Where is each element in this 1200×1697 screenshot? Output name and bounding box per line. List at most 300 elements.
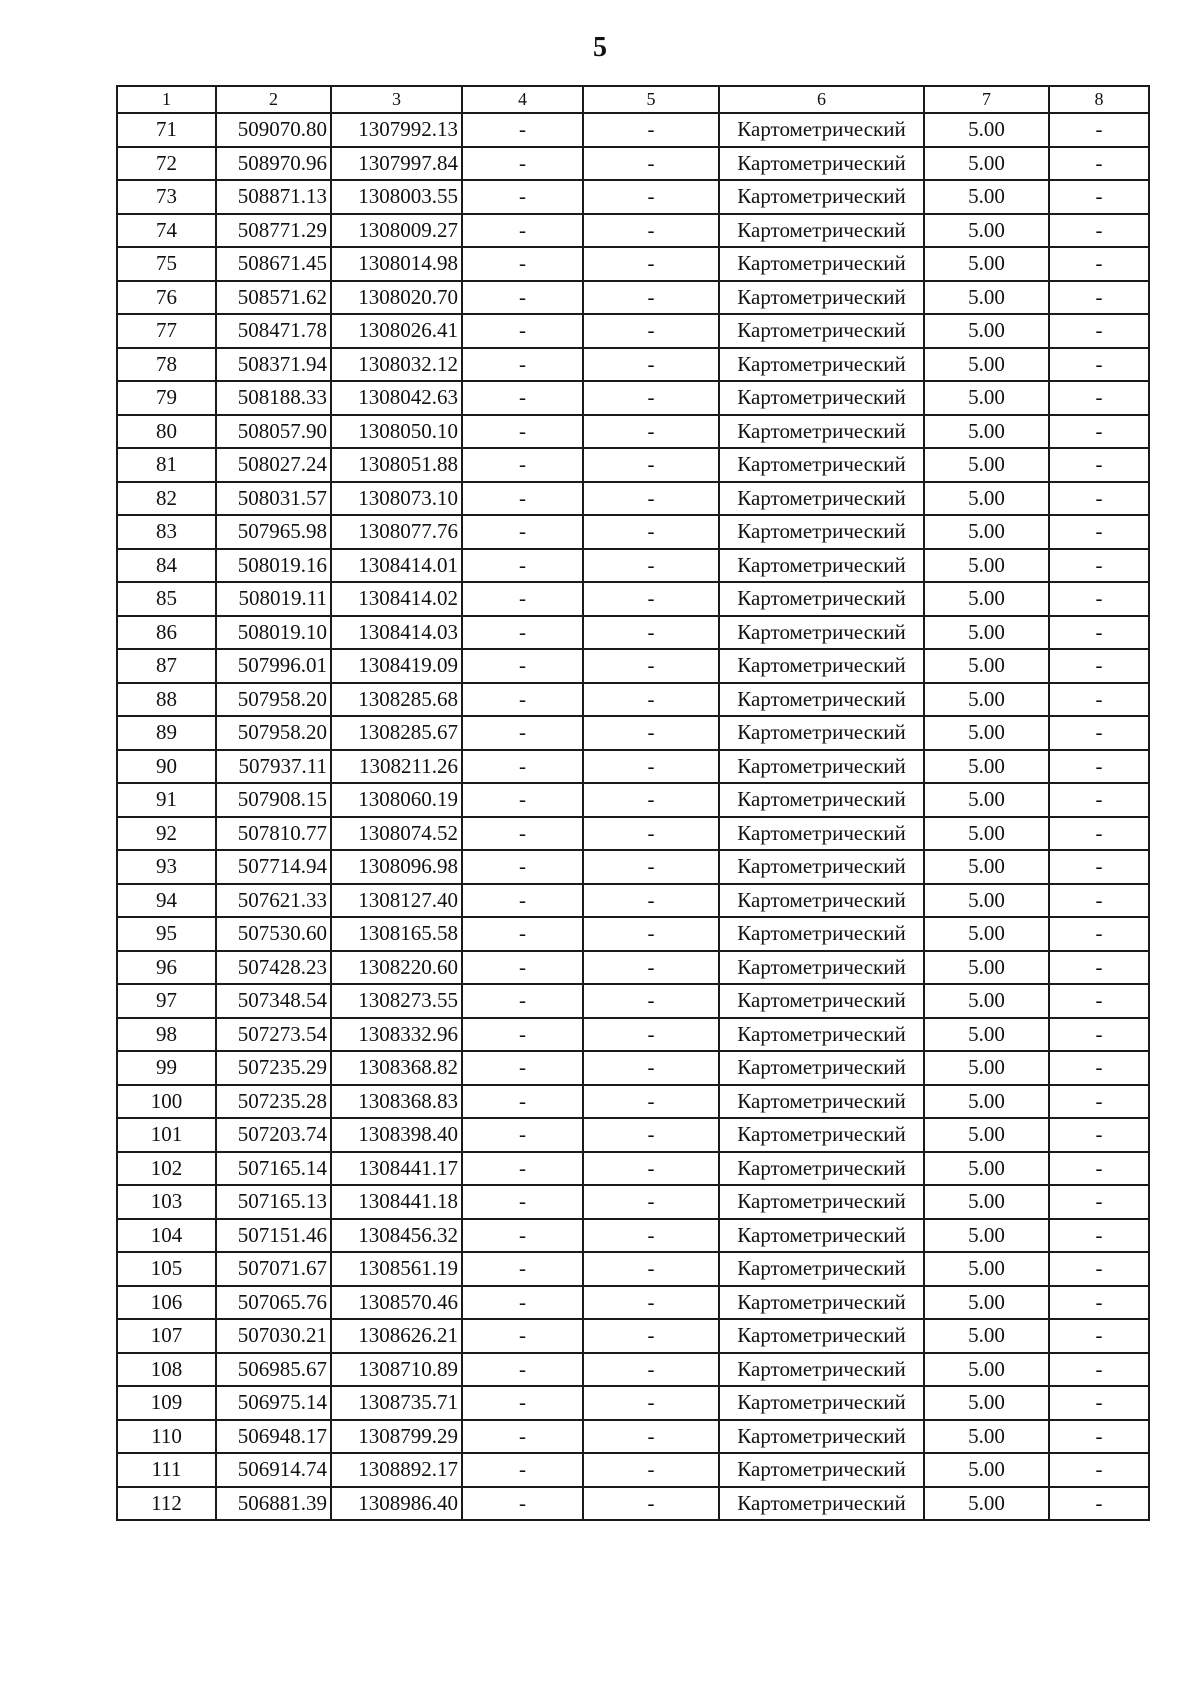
table-row: [117, 1051, 1149, 1085]
accuracy-cell: 5.00: [924, 1252, 1049, 1286]
table-row: [117, 817, 1149, 851]
table-row: [117, 247, 1149, 281]
coord-x-cell: 508871.13: [216, 180, 331, 214]
table-header: [117, 86, 1149, 113]
coord-x-cell: 508970.96: [216, 147, 331, 181]
col-4-cell: -: [462, 716, 583, 750]
table-row: [117, 683, 1149, 717]
table-row: [117, 884, 1149, 918]
coord-x-cell: 508031.57: [216, 482, 331, 516]
point-number-cell: 90: [117, 750, 216, 784]
col-5-cell: -: [583, 1453, 719, 1487]
col-4-cell: -: [462, 482, 583, 516]
method-cell: Картометрический: [719, 951, 924, 985]
coord-y-cell: 1308441.18: [331, 1185, 462, 1219]
accuracy-cell: 5.00: [924, 1286, 1049, 1320]
method-cell: Картометрический: [719, 850, 924, 884]
table-row: [117, 549, 1149, 583]
point-number-cell: 102: [117, 1152, 216, 1186]
coord-y-cell: 1308414.03: [331, 616, 462, 650]
point-number-cell: 93: [117, 850, 216, 884]
coord-y-cell: 1308127.40: [331, 884, 462, 918]
col-5-cell: -: [583, 1118, 719, 1152]
table-row: [117, 1018, 1149, 1052]
table-row: [117, 1219, 1149, 1253]
accuracy-cell: 5.00: [924, 482, 1049, 516]
col-4-cell: -: [462, 147, 583, 181]
coord-x-cell: 508371.94: [216, 348, 331, 382]
col-4-cell: -: [462, 1219, 583, 1253]
point-number-cell: 95: [117, 917, 216, 951]
table-row: [117, 1252, 1149, 1286]
coord-y-cell: 1308414.02: [331, 582, 462, 616]
method-cell: Картометрический: [719, 348, 924, 382]
coord-y-cell: 1308710.89: [331, 1353, 462, 1387]
col-4-cell: -: [462, 381, 583, 415]
col-5-cell: -: [583, 917, 719, 951]
coord-x-cell: 508188.33: [216, 381, 331, 415]
coord-y-cell: 1308285.68: [331, 683, 462, 717]
col-8-cell: -: [1049, 1487, 1149, 1521]
coord-y-cell: 1308096.98: [331, 850, 462, 884]
col-4-cell: -: [462, 1185, 583, 1219]
column-header: 5: [583, 86, 719, 113]
table-row: [117, 917, 1149, 951]
coord-y-cell: 1308211.26: [331, 750, 462, 784]
col-8-cell: -: [1049, 348, 1149, 382]
coord-x-cell: 508027.24: [216, 448, 331, 482]
table-row: [117, 716, 1149, 750]
coord-y-cell: 1308398.40: [331, 1118, 462, 1152]
method-cell: Картометрический: [719, 917, 924, 951]
table-row: [117, 147, 1149, 181]
col-5-cell: -: [583, 348, 719, 382]
col-8-cell: -: [1049, 281, 1149, 315]
method-cell: Картометрический: [719, 1453, 924, 1487]
accuracy-cell: 5.00: [924, 549, 1049, 583]
coord-y-cell: 1308368.83: [331, 1085, 462, 1119]
coord-x-cell: 507273.54: [216, 1018, 331, 1052]
col-5-cell: -: [583, 1219, 719, 1253]
coord-x-cell: 507530.60: [216, 917, 331, 951]
col-4-cell: -: [462, 1252, 583, 1286]
col-4-cell: -: [462, 113, 583, 147]
col-4-cell: -: [462, 1420, 583, 1454]
method-cell: Картометрический: [719, 180, 924, 214]
accuracy-cell: 5.00: [924, 817, 1049, 851]
col-8-cell: -: [1049, 750, 1149, 784]
point-number-cell: 105: [117, 1252, 216, 1286]
accuracy-cell: 5.00: [924, 917, 1049, 951]
coord-x-cell: 506975.14: [216, 1386, 331, 1420]
method-cell: Картометрический: [719, 1185, 924, 1219]
point-number-cell: 99: [117, 1051, 216, 1085]
method-cell: Картометрический: [719, 1018, 924, 1052]
col-8-cell: -: [1049, 1319, 1149, 1353]
coord-x-cell: 507714.94: [216, 850, 331, 884]
method-cell: Картометрический: [719, 1420, 924, 1454]
method-cell: Картометрический: [719, 817, 924, 851]
header-row: [117, 86, 1149, 113]
point-number-cell: 79: [117, 381, 216, 415]
point-number-cell: 101: [117, 1118, 216, 1152]
coord-y-cell: 1308273.55: [331, 984, 462, 1018]
col-8-cell: -: [1049, 549, 1149, 583]
coord-x-cell: 507621.33: [216, 884, 331, 918]
accuracy-cell: 5.00: [924, 783, 1049, 817]
method-cell: Картометрический: [719, 716, 924, 750]
col-4-cell: -: [462, 448, 583, 482]
table-row: [117, 348, 1149, 382]
col-8-cell: -: [1049, 683, 1149, 717]
col-4-cell: -: [462, 984, 583, 1018]
col-5-cell: -: [583, 113, 719, 147]
coord-y-cell: 1308986.40: [331, 1487, 462, 1521]
col-8-cell: -: [1049, 716, 1149, 750]
accuracy-cell: 5.00: [924, 850, 1049, 884]
accuracy-cell: 5.00: [924, 314, 1049, 348]
col-5-cell: -: [583, 1252, 719, 1286]
col-5-cell: -: [583, 1051, 719, 1085]
point-number-cell: 111: [117, 1453, 216, 1487]
col-8-cell: -: [1049, 1286, 1149, 1320]
table-row: [117, 1453, 1149, 1487]
column-header: 6: [719, 86, 924, 113]
coord-y-cell: 1308626.21: [331, 1319, 462, 1353]
col-8-cell: -: [1049, 314, 1149, 348]
coord-y-cell: 1308285.67: [331, 716, 462, 750]
coord-x-cell: 507071.67: [216, 1252, 331, 1286]
coord-x-cell: 508571.62: [216, 281, 331, 315]
col-8-cell: -: [1049, 951, 1149, 985]
table-row: [117, 750, 1149, 784]
coord-x-cell: 508019.11: [216, 582, 331, 616]
coord-y-cell: 1308441.17: [331, 1152, 462, 1186]
col-8-cell: -: [1049, 1219, 1149, 1253]
coord-x-cell: 507937.11: [216, 750, 331, 784]
coord-y-cell: 1308050.10: [331, 415, 462, 449]
col-4-cell: -: [462, 1051, 583, 1085]
coord-x-cell: 507151.46: [216, 1219, 331, 1253]
col-4-cell: -: [462, 817, 583, 851]
coord-x-cell: 508471.78: [216, 314, 331, 348]
point-number-cell: 100: [117, 1085, 216, 1119]
accuracy-cell: 5.00: [924, 381, 1049, 415]
col-8-cell: -: [1049, 1386, 1149, 1420]
accuracy-cell: 5.00: [924, 113, 1049, 147]
accuracy-cell: 5.00: [924, 1051, 1049, 1085]
method-cell: Картометрический: [719, 1252, 924, 1286]
col-4-cell: -: [462, 1487, 583, 1521]
col-5-cell: -: [583, 515, 719, 549]
col-8-cell: -: [1049, 1018, 1149, 1052]
col-8-cell: -: [1049, 850, 1149, 884]
col-5-cell: -: [583, 850, 719, 884]
accuracy-cell: 5.00: [924, 716, 1049, 750]
col-5-cell: -: [583, 281, 719, 315]
accuracy-cell: 5.00: [924, 415, 1049, 449]
table-row: [117, 1085, 1149, 1119]
col-5-cell: -: [583, 582, 719, 616]
col-4-cell: -: [462, 1085, 583, 1119]
coord-x-cell: 508671.45: [216, 247, 331, 281]
col-8-cell: -: [1049, 1118, 1149, 1152]
coord-x-cell: 507428.23: [216, 951, 331, 985]
coord-y-cell: 1308060.19: [331, 783, 462, 817]
accuracy-cell: 5.00: [924, 281, 1049, 315]
coord-x-cell: 506914.74: [216, 1453, 331, 1487]
coord-y-cell: 1308020.70: [331, 281, 462, 315]
table-row: [117, 951, 1149, 985]
coord-x-cell: 508019.10: [216, 616, 331, 650]
col-5-cell: -: [583, 951, 719, 985]
col-8-cell: -: [1049, 247, 1149, 281]
method-cell: Картометрический: [719, 113, 924, 147]
point-number-cell: 91: [117, 783, 216, 817]
col-8-cell: -: [1049, 984, 1149, 1018]
point-number-cell: 76: [117, 281, 216, 315]
col-4-cell: -: [462, 549, 583, 583]
col-5-cell: -: [583, 247, 719, 281]
coord-x-cell: 508057.90: [216, 415, 331, 449]
coord-x-cell: 507965.98: [216, 515, 331, 549]
col-5-cell: -: [583, 448, 719, 482]
col-8-cell: -: [1049, 214, 1149, 248]
accuracy-cell: 5.00: [924, 1319, 1049, 1353]
accuracy-cell: 5.00: [924, 1487, 1049, 1521]
col-8-cell: -: [1049, 1152, 1149, 1186]
col-4-cell: -: [462, 917, 583, 951]
table-row: [117, 381, 1149, 415]
col-5-cell: -: [583, 716, 719, 750]
method-cell: Картометрический: [719, 281, 924, 315]
col-5-cell: -: [583, 1487, 719, 1521]
col-5-cell: -: [583, 817, 719, 851]
point-number-cell: 103: [117, 1185, 216, 1219]
table-row: [117, 649, 1149, 683]
method-cell: Картометрический: [719, 1319, 924, 1353]
table-row: [117, 783, 1149, 817]
coord-y-cell: 1308332.96: [331, 1018, 462, 1052]
method-cell: Картометрический: [719, 147, 924, 181]
table-row: [117, 281, 1149, 315]
table-row: [117, 1353, 1149, 1387]
col-4-cell: -: [462, 180, 583, 214]
coord-y-cell: 1308165.58: [331, 917, 462, 951]
coord-y-cell: 1308074.52: [331, 817, 462, 851]
accuracy-cell: 5.00: [924, 147, 1049, 181]
coord-x-cell: 506881.39: [216, 1487, 331, 1521]
col-4-cell: -: [462, 415, 583, 449]
coord-y-cell: 1308051.88: [331, 448, 462, 482]
point-number-cell: 74: [117, 214, 216, 248]
method-cell: Картометрический: [719, 1051, 924, 1085]
accuracy-cell: 5.00: [924, 1185, 1049, 1219]
accuracy-cell: 5.00: [924, 649, 1049, 683]
method-cell: Картометрический: [719, 247, 924, 281]
table-row: [117, 1118, 1149, 1152]
point-number-cell: 97: [117, 984, 216, 1018]
method-cell: Картометрический: [719, 984, 924, 1018]
method-cell: Картометрический: [719, 1219, 924, 1253]
col-8-cell: -: [1049, 1420, 1149, 1454]
coord-y-cell: 1308026.41: [331, 314, 462, 348]
table-row: [117, 1386, 1149, 1420]
col-5-cell: -: [583, 381, 719, 415]
coord-x-cell: 509070.80: [216, 113, 331, 147]
col-5-cell: -: [583, 783, 719, 817]
accuracy-cell: 5.00: [924, 1018, 1049, 1052]
method-cell: Картометрический: [719, 683, 924, 717]
col-5-cell: -: [583, 616, 719, 650]
col-4-cell: -: [462, 281, 583, 315]
col-4-cell: -: [462, 1319, 583, 1353]
method-cell: Картометрический: [719, 1353, 924, 1387]
accuracy-cell: 5.00: [924, 884, 1049, 918]
col-8-cell: -: [1049, 448, 1149, 482]
coord-x-cell: 507908.15: [216, 783, 331, 817]
col-8-cell: -: [1049, 884, 1149, 918]
col-8-cell: -: [1049, 113, 1149, 147]
method-cell: Картометрический: [719, 381, 924, 415]
accuracy-cell: 5.00: [924, 616, 1049, 650]
col-8-cell: -: [1049, 482, 1149, 516]
col-8-cell: -: [1049, 147, 1149, 181]
point-number-cell: 110: [117, 1420, 216, 1454]
table-row: [117, 515, 1149, 549]
col-8-cell: -: [1049, 1252, 1149, 1286]
col-8-cell: -: [1049, 649, 1149, 683]
method-cell: Картометрический: [719, 448, 924, 482]
coord-y-cell: 1308561.19: [331, 1252, 462, 1286]
point-number-cell: 96: [117, 951, 216, 985]
col-8-cell: -: [1049, 616, 1149, 650]
point-number-cell: 107: [117, 1319, 216, 1353]
coord-x-cell: 507203.74: [216, 1118, 331, 1152]
coord-y-cell: 1308892.17: [331, 1453, 462, 1487]
col-4-cell: -: [462, 348, 583, 382]
coord-x-cell: 507165.13: [216, 1185, 331, 1219]
accuracy-cell: 5.00: [924, 448, 1049, 482]
coord-x-cell: 508771.29: [216, 214, 331, 248]
col-5-cell: -: [583, 415, 719, 449]
table-row: [117, 616, 1149, 650]
method-cell: Картометрический: [719, 1386, 924, 1420]
col-5-cell: -: [583, 1018, 719, 1052]
coord-x-cell: 506985.67: [216, 1353, 331, 1387]
coord-y-cell: 1308009.27: [331, 214, 462, 248]
table-row: [117, 314, 1149, 348]
accuracy-cell: 5.00: [924, 1219, 1049, 1253]
coord-y-cell: 1308220.60: [331, 951, 462, 985]
accuracy-cell: 5.00: [924, 515, 1049, 549]
table-row: [117, 482, 1149, 516]
method-cell: Картометрический: [719, 750, 924, 784]
table-row: [117, 214, 1149, 248]
method-cell: Картометрический: [719, 884, 924, 918]
coord-x-cell: 507030.21: [216, 1319, 331, 1353]
point-number-cell: 81: [117, 448, 216, 482]
method-cell: Картометрический: [719, 415, 924, 449]
coord-y-cell: 1307997.84: [331, 147, 462, 181]
col-5-cell: -: [583, 214, 719, 248]
accuracy-cell: 5.00: [924, 1386, 1049, 1420]
accuracy-cell: 5.00: [924, 1353, 1049, 1387]
point-number-cell: 87: [117, 649, 216, 683]
column-header: 1: [117, 86, 216, 113]
column-header: 3: [331, 86, 462, 113]
col-5-cell: -: [583, 482, 719, 516]
coord-y-cell: 1308368.82: [331, 1051, 462, 1085]
col-4-cell: -: [462, 616, 583, 650]
col-4-cell: -: [462, 649, 583, 683]
point-number-cell: 77: [117, 314, 216, 348]
coord-x-cell: 507065.76: [216, 1286, 331, 1320]
point-number-cell: 109: [117, 1386, 216, 1420]
table-row: [117, 448, 1149, 482]
col-8-cell: -: [1049, 817, 1149, 851]
col-4-cell: -: [462, 214, 583, 248]
col-5-cell: -: [583, 1152, 719, 1186]
col-5-cell: -: [583, 1386, 719, 1420]
method-cell: Картометрический: [719, 1118, 924, 1152]
accuracy-cell: 5.00: [924, 984, 1049, 1018]
accuracy-cell: 5.00: [924, 348, 1049, 382]
col-4-cell: -: [462, 247, 583, 281]
table-row: [117, 582, 1149, 616]
col-4-cell: -: [462, 783, 583, 817]
point-number-cell: 83: [117, 515, 216, 549]
col-5-cell: -: [583, 750, 719, 784]
point-number-cell: 104: [117, 1219, 216, 1253]
col-8-cell: -: [1049, 415, 1149, 449]
col-8-cell: -: [1049, 582, 1149, 616]
method-cell: Картометрический: [719, 783, 924, 817]
col-4-cell: -: [462, 683, 583, 717]
accuracy-cell: 5.00: [924, 1420, 1049, 1454]
table-row: [117, 113, 1149, 147]
table-row: [117, 850, 1149, 884]
col-8-cell: -: [1049, 381, 1149, 415]
coord-y-cell: 1308073.10: [331, 482, 462, 516]
col-5-cell: -: [583, 1353, 719, 1387]
table-row: [117, 1286, 1149, 1320]
col-4-cell: -: [462, 951, 583, 985]
coord-y-cell: 1308014.98: [331, 247, 462, 281]
col-5-cell: -: [583, 1185, 719, 1219]
point-number-cell: 73: [117, 180, 216, 214]
col-5-cell: -: [583, 1319, 719, 1353]
column-header: 4: [462, 86, 583, 113]
coord-x-cell: 507810.77: [216, 817, 331, 851]
method-cell: Картометрический: [719, 482, 924, 516]
column-header: 7: [924, 86, 1049, 113]
column-header: 2: [216, 86, 331, 113]
col-5-cell: -: [583, 884, 719, 918]
point-number-cell: 75: [117, 247, 216, 281]
method-cell: Картометрический: [719, 1487, 924, 1521]
point-number-cell: 72: [117, 147, 216, 181]
accuracy-cell: 5.00: [924, 582, 1049, 616]
col-4-cell: -: [462, 515, 583, 549]
point-number-cell: 89: [117, 716, 216, 750]
point-number-cell: 82: [117, 482, 216, 516]
coord-x-cell: 508019.16: [216, 549, 331, 583]
coord-y-cell: 1308414.01: [331, 549, 462, 583]
accuracy-cell: 5.00: [924, 180, 1049, 214]
point-number-cell: 71: [117, 113, 216, 147]
col-5-cell: -: [583, 1085, 719, 1119]
